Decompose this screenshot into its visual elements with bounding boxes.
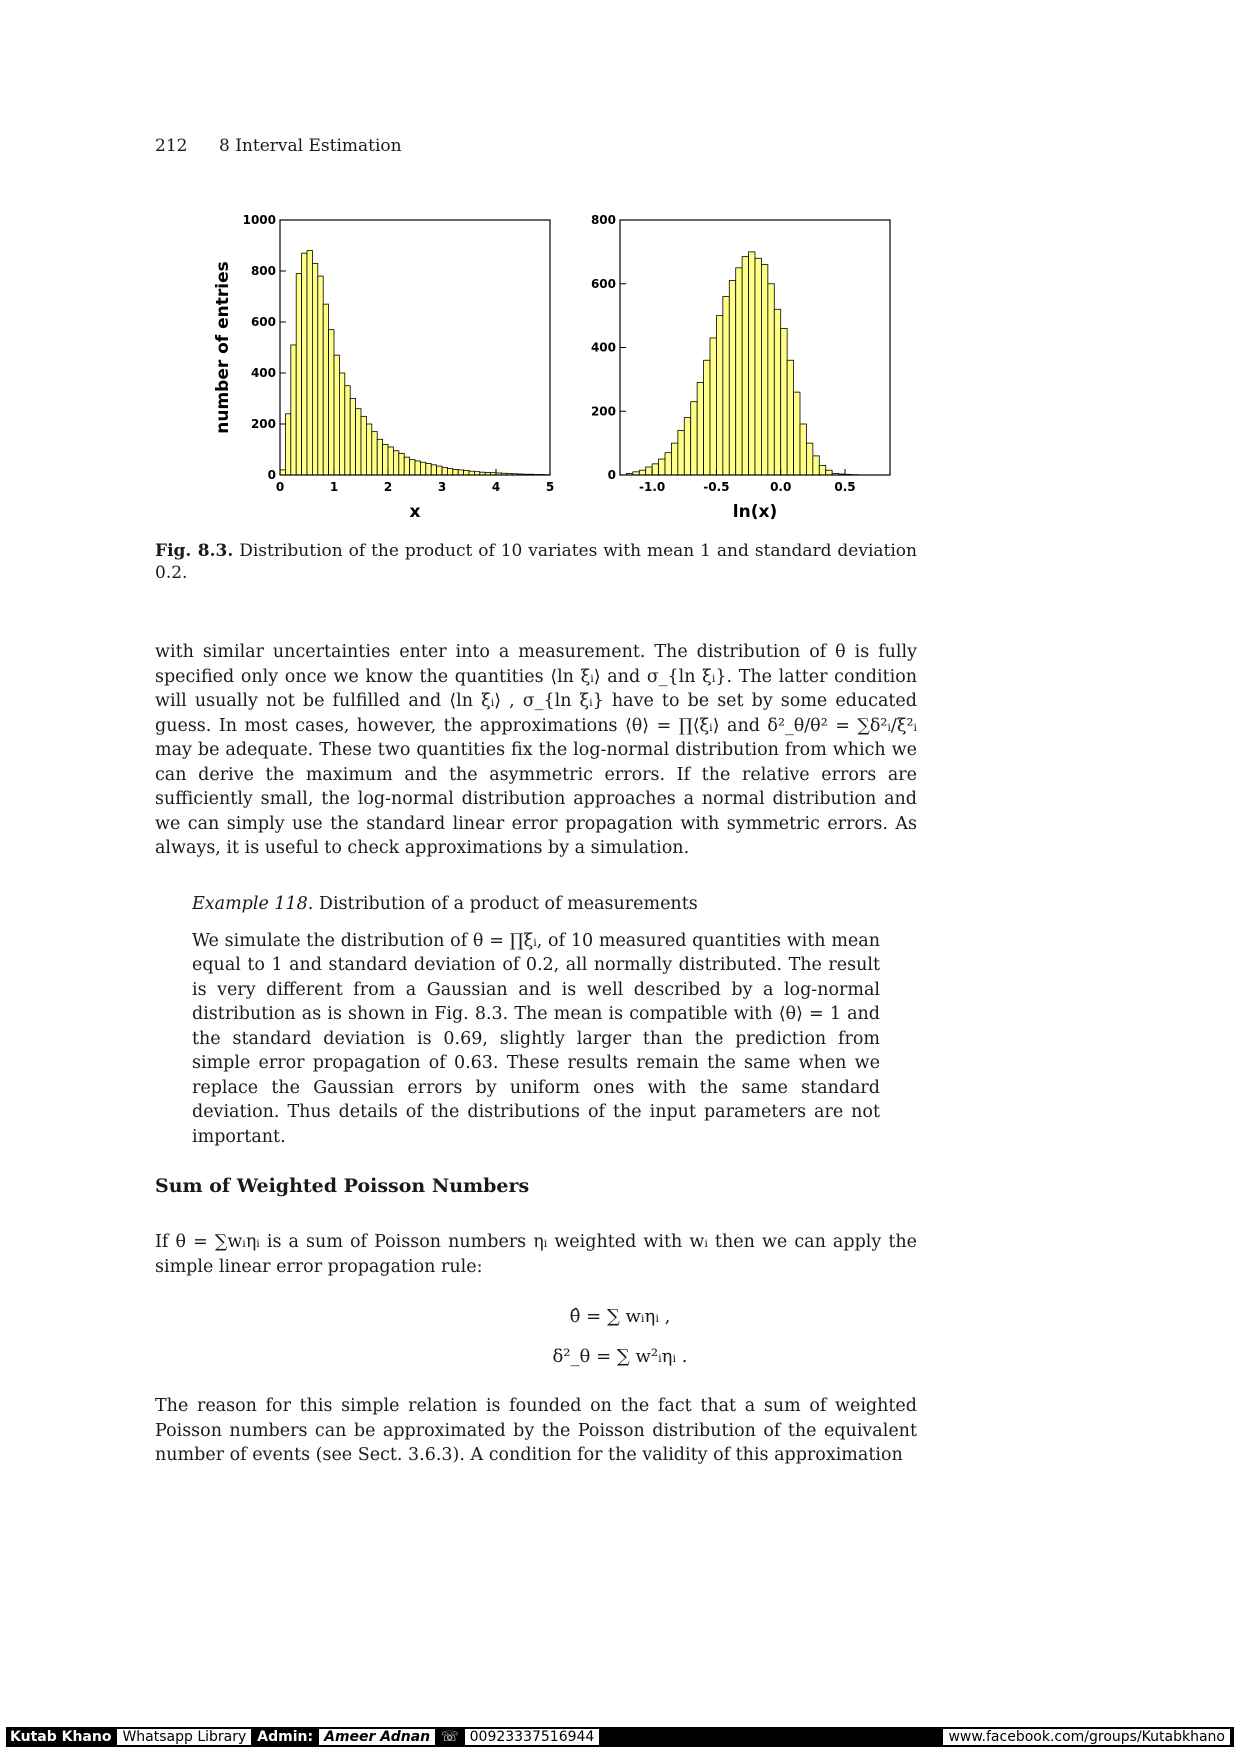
footer-url: www.facebook.com/groups/Kutabkhano <box>943 1729 1230 1745</box>
histogram-bar <box>755 258 761 475</box>
histogram-bar <box>678 430 684 475</box>
histogram-bar <box>334 355 339 475</box>
histogram-bar <box>437 466 442 475</box>
y-tick-label: 1000 <box>242 213 276 227</box>
histogram-bar <box>302 253 307 475</box>
histogram-bar <box>350 399 355 476</box>
y-tick-label: 400 <box>250 366 276 380</box>
histogram-bar <box>659 459 665 475</box>
histogram-bar <box>749 252 755 475</box>
histogram-bar <box>399 453 404 475</box>
histogram-bar <box>665 453 671 475</box>
y-tick-label: 400 <box>590 340 616 355</box>
histogram-bar <box>819 465 825 475</box>
histogram-bar <box>639 470 645 475</box>
x-tick-label: 5 <box>545 480 555 494</box>
example-title <box>192 892 880 917</box>
histogram-bar <box>372 432 377 475</box>
histogram-bar <box>415 461 420 475</box>
y-tick-label: 800 <box>250 264 276 278</box>
example-body: We simulate the distribution of θ = ∏ξᵢ, of 10 measured quantities with mean equal to 1 and standard deviation of 0.2, all normally distributed. The result is very different from a Gaussian and is well described by a log-normal distribution as is shown in Fig. 8.3. The mean is compatible with ⟨θ⟩ = 1 and the standard deviation is 0.69, slightly larger than the prediction from simple error propagation of 0.63. These results remain the same when we replace the Gaussian errors by uniform ones with the same standard deviation. Thus details of the distributions of the input parameters are not important. <box>192 930 880 1147</box>
histogram-bar <box>323 304 328 475</box>
equation-1: θ̂ = ∑ wᵢηᵢ , <box>569 1306 671 1327</box>
histogram-bar <box>742 257 748 475</box>
histogram-bar <box>691 402 697 475</box>
footer-phone: 00923337516944 <box>465 1729 600 1745</box>
histogram-bar <box>716 316 722 475</box>
histogram-bar <box>806 443 812 475</box>
whatsapp-icon: ☏ <box>441 1729 459 1745</box>
histogram-bar <box>684 418 690 475</box>
x-tick-label: 1 <box>329 480 339 494</box>
histogram-bar <box>729 281 735 475</box>
example-block <box>192 892 880 1149</box>
x-axis-label: ln(x) <box>732 502 778 522</box>
histogram-bar <box>447 469 452 475</box>
caption-label: Fig. 8.3. <box>155 541 234 561</box>
histogram-bar <box>774 309 780 475</box>
histogram-bar <box>781 328 787 475</box>
histogram-bar <box>296 274 301 475</box>
y-tick-label: 0 <box>267 468 276 482</box>
x-tick-label: -1.0 <box>639 480 666 494</box>
histogram-bar <box>312 263 317 475</box>
histogram-bar <box>723 297 729 476</box>
figure-caption <box>155 540 917 584</box>
histogram-bar <box>291 345 296 475</box>
paragraph-3: The reason for this simple relation is founded on the fact that a sum of weighted Poisson numbers can be approximated by the Poisson distribution of the equivalent number of events (see Sect. 3.6.3). A condition for the validity of this approximation <box>155 1396 917 1465</box>
page-header <box>155 136 402 156</box>
caption-text: Distribution of the product of 10 variates with mean 1 and standard deviation 0.2. <box>155 541 917 583</box>
histogram-bar <box>768 284 774 475</box>
histogram-bar <box>800 424 806 475</box>
histogram-bar <box>339 373 344 475</box>
histogram-bar <box>442 467 447 475</box>
histogram-bar <box>787 360 793 475</box>
histogram-bar <box>813 456 819 475</box>
histogram-bar <box>388 447 393 475</box>
histogram-bar <box>646 467 652 475</box>
histogram-bar <box>426 464 431 475</box>
footer-library: Whatsapp Library <box>117 1729 251 1745</box>
histogram-bar <box>697 383 703 475</box>
footer-admin-name: Ameer Adnan <box>319 1729 435 1745</box>
chapter-title: 8 Interval Estimation <box>219 136 402 156</box>
histogram-bar <box>464 470 469 475</box>
y-axis-label: number of entries <box>213 261 233 434</box>
histogram-bar <box>356 409 361 475</box>
histogram-bar <box>652 464 658 475</box>
paragraph-2: If θ = ∑wᵢηᵢ is a sum of Poisson numbers ηᵢ weighted with wᵢ then we can apply the simple linear error propagation rule: <box>155 1232 917 1277</box>
x-tick-label: 3 <box>437 480 447 494</box>
histogram-bar <box>383 444 388 475</box>
histogram-bar <box>307 251 312 475</box>
histogram-bar <box>671 443 677 475</box>
x-tick-label: 0 <box>275 480 285 494</box>
histogram-bar <box>826 470 832 475</box>
histogram-bar <box>420 462 425 475</box>
histogram-bar <box>431 465 436 475</box>
histogram-bar <box>453 469 458 475</box>
y-tick-label: 600 <box>590 276 616 291</box>
x-tick-label: -0.5 <box>703 480 730 494</box>
section-title: Sum of Weighted Poisson Numbers <box>155 1175 530 1197</box>
histogram-bar <box>366 424 371 475</box>
histogram-bar <box>377 439 382 475</box>
histogram-bar <box>361 416 366 475</box>
histogram-bar <box>704 360 710 475</box>
x-tick-label: 2 <box>383 480 393 494</box>
histogram-bar <box>410 460 415 475</box>
y-tick-label: 200 <box>590 404 616 419</box>
histogram-bar <box>761 265 767 475</box>
figure-8-3 <box>195 200 915 530</box>
histogram-figure <box>195 200 915 530</box>
histogram-bar <box>404 457 409 475</box>
histogram-bar <box>329 330 334 475</box>
example-label: Example 118. <box>192 894 314 914</box>
histogram-bar <box>393 451 398 475</box>
footer-banner <box>6 1727 1234 1747</box>
histogram-bar <box>794 392 800 475</box>
histogram-bar <box>318 276 323 475</box>
histogram-bar <box>710 338 716 475</box>
histogram-bar <box>458 470 463 475</box>
equation-2: δ²_θ = ∑ w²ᵢηᵢ . <box>552 1346 688 1367</box>
x-axis-label: x <box>409 502 421 522</box>
page-number: 212 <box>155 136 188 156</box>
y-tick-label: 800 <box>590 213 616 227</box>
histogram-bar <box>736 268 742 475</box>
x-tick-label: 0.5 <box>834 480 856 494</box>
y-tick-label: 600 <box>250 315 276 329</box>
example-heading: Distribution of a product of measurements <box>313 894 698 914</box>
footer-brand: Kutab Khano <box>10 1729 112 1745</box>
x-tick-label: 4 <box>491 480 501 494</box>
histogram-bar <box>345 386 350 475</box>
histogram-bar <box>280 470 285 475</box>
footer-admin-label: Admin: <box>257 1729 314 1745</box>
histogram-bar <box>285 414 290 475</box>
y-tick-label: 0 <box>607 468 616 482</box>
x-tick-label: 0.0 <box>770 480 792 494</box>
paragraph-1: with similar uncertainties enter into a measurement. The distribution of θ is fully specified only once we know the quantities ⟨ln ξᵢ⟩ and σ_{ln ξᵢ}. The latter condition will usually not be fulfilled and ⟨ln ξᵢ⟩ , σ_{ln ξᵢ} have to be set by some educated guess. In most cases, however, the approximations ⟨θ⟩ = ∏⟨ξᵢ⟩ and δ²_θ/θ² = ∑δ²ᵢ/ξ²ᵢ may be adequate. These two quantities fix the log-normal distribution from which we can derive the maximum and the asymmetric errors. If the relative errors are sufficiently small, the log-normal distribution approaches a normal distribution and we can simply use the standard linear error propagation with symmetric errors. As always, it is useful to check approximations by a simulation. <box>155 642 917 858</box>
y-tick-label: 200 <box>250 417 276 431</box>
